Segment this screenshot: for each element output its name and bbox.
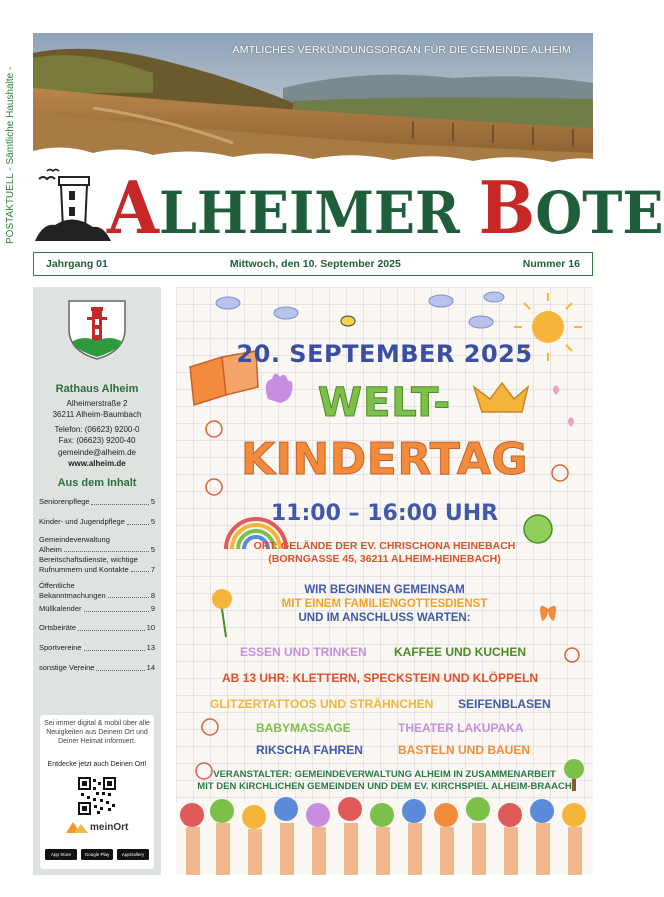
inhalt-item[interactable]: [39, 604, 155, 614]
address-line-1: Alheimerstraße 2: [66, 399, 128, 408]
leader-dots: [96, 670, 144, 671]
inhalt-item-label: Kinder- und Jugendpflege: [39, 517, 125, 526]
leader-dots: [131, 571, 149, 572]
inhalt-item-page: 14: [146, 663, 155, 672]
title-rest-1: LHEIMER: [158, 179, 479, 247]
poster-date: 20. SEPTEMBER 2025: [236, 340, 533, 368]
location-line-1: ORT: GELÄNDE DER EV. CHRISCHONA HEINEBACH: [253, 540, 516, 552]
title-cap-b: B: [478, 165, 536, 250]
inhalt-item-label-1: Bereitschaftsdienste, wichtige: [39, 555, 138, 564]
inhalt-item-label: sonstige Vereine: [39, 663, 95, 672]
leader-dots: [84, 611, 149, 612]
intro-line-1: WIR BEGINNEN GEMEINSAM: [304, 584, 465, 596]
intro-line-3: UND IM ANSCHLUSS WARTEN:: [298, 612, 471, 624]
leader-dots: [78, 630, 145, 631]
issue-date: Mittwoch, den 10. September 2025: [229, 258, 401, 270]
organizer-line-2: MIT DEN KIRCHLICHEN GEMEINDEN UND DEM EV. KIRCHSPIEL ALHEIM-BRAACH: [197, 781, 572, 792]
rathaus-address: [33, 399, 161, 420]
item-basteln: BASTELN UND BAUEN: [398, 743, 530, 757]
hands-row: [176, 797, 593, 875]
appgallery-badge[interactable]: AppGallery: [117, 849, 149, 860]
rathaus-contact: [33, 425, 161, 446]
item-glitzer: GLITZERTATTOOS UND STRÄHNCHEN: [210, 697, 434, 711]
app-store-badge[interactable]: App Store: [45, 849, 77, 860]
google-play-badge[interactable]: Google Play: [81, 849, 113, 860]
leader-dots: [84, 650, 145, 651]
promo-text: Sei immer digital & mobil über alle Neuigkeiten aus Deinem Ort und Deiner Heimat informiert.: [44, 720, 150, 745]
inhalt-item-page: 9: [150, 604, 155, 613]
inhalt-item[interactable]: [39, 555, 155, 574]
website-link[interactable]: www.alheim.de: [68, 458, 126, 468]
header-tagline: AMTLICHES VERKÜNDUNGSORGAN FÜR DIE GEMEINDE ALHEIM: [232, 44, 571, 56]
inhalt-item[interactable]: [39, 535, 155, 554]
inhalt-item[interactable]: [39, 517, 155, 527]
leader-dots: [127, 524, 149, 525]
poster-time: 11:00 – 16:00 UHR: [270, 501, 499, 526]
item-rikscha: RIKSCHA FAHREN: [256, 743, 363, 757]
fax: Fax: (06623) 9200-40: [58, 435, 136, 445]
masthead: [33, 163, 664, 250]
email-link[interactable]: gemeinde@alheim.de: [58, 448, 136, 457]
inhalt-item[interactable]: [39, 581, 155, 600]
inhalt-item-page: 10: [146, 623, 155, 632]
inhalt-item-page: 7: [150, 564, 155, 574]
inhalt-item-label: Seniorenpflege: [39, 497, 90, 506]
item-klettern: AB 13 UHR: KLETTERN, SPECKSTEIN UND KLÖPPELN: [222, 671, 539, 685]
poster-organizer: [176, 769, 593, 793]
issue-nummer: Nummer 16: [522, 258, 580, 270]
inhalt-item-label: Bekanntmachungen: [39, 590, 106, 600]
inhalt-item-page: 5: [150, 497, 155, 506]
qr-code-icon[interactable]: [78, 777, 116, 815]
inhalt-item[interactable]: [39, 497, 155, 507]
promo-cta: Entdecke jetzt auch Deinen Ort!: [47, 761, 147, 768]
item-kaffee: KAFFEE UND KUCHEN: [394, 645, 526, 659]
inhalt-item-page: 13: [146, 643, 155, 652]
sidebar: [33, 287, 161, 875]
meinort-promo: [40, 715, 154, 869]
inhalt-item-label: Alheim: [39, 544, 62, 554]
store-badges: [45, 849, 149, 860]
rathaus-web: [33, 448, 161, 469]
inhalt-item[interactable]: [39, 623, 155, 633]
inhalt-item-page: 8: [150, 590, 155, 600]
poster-intro: [176, 583, 593, 625]
weltkindertag-poster: [176, 287, 593, 875]
poster-title-welt: WELT-: [317, 380, 452, 426]
tower-logo-icon: [33, 163, 111, 243]
inhalt-item-label-1: Gemeindeverwaltung: [39, 535, 110, 544]
rathaus-title: Rathaus Alheim: [55, 383, 139, 395]
inhalt-item-label: Müllkalender: [39, 604, 82, 613]
bee-icon: [341, 316, 355, 326]
phone: Telefon: (06623) 9200-0: [54, 425, 140, 434]
item-seifenblasen: SEIFENBLASEN: [458, 697, 551, 711]
header-photo: [33, 33, 593, 168]
newspaper-title: [107, 165, 663, 250]
inhalt-item-label: Ortsbeiräte: [39, 623, 77, 632]
item-essen: ESSEN UND TRINKEN: [240, 645, 367, 659]
intro-line-2: MIT EINEM FAMILIENGOTTESDIENST: [281, 598, 488, 610]
organizer-line-1: VERANSTALTER: GEMEINDEVERWALTUNG ALHEIM IN ZUSAMMENARBEIT: [213, 769, 556, 780]
municipal-crest-icon: [67, 299, 127, 361]
inhalt-title: Aus dem Inhalt: [57, 477, 137, 489]
poster-location: [176, 540, 593, 566]
item-theater: THEATER LAKUPAKA: [398, 721, 524, 735]
side-note-wrap: [3, 32, 19, 244]
location-line-2: (BORNGASSE 45, 36211 ALHEIM-HEINEBACH): [268, 553, 501, 565]
leader-dots: [108, 597, 149, 598]
title-cap-a: A: [107, 165, 159, 250]
inhalt-item[interactable]: [39, 663, 155, 673]
meinort-name: meinOrt: [90, 822, 129, 833]
title-rest-2: OTE: [535, 179, 664, 247]
item-babymassage: BABYMASSAGE: [256, 721, 351, 735]
address-line-2: 36211 Alheim-Baumbach: [52, 409, 142, 419]
inhalt-item-page: 5: [150, 544, 155, 554]
inhalt-item[interactable]: [39, 643, 155, 653]
inhalt-item-page: 5: [150, 517, 155, 526]
inhalt-item-label: Rufnummern und Kontakte: [39, 564, 129, 574]
inhalt-item-label: Sportvereine: [39, 643, 82, 652]
issue-bar: [33, 252, 593, 276]
side-note: POSTAKTUELL - Sämtliche Haushalte -: [5, 66, 16, 244]
cloud-icon: [216, 292, 504, 328]
leader-dots: [91, 504, 148, 505]
leader-dots: [64, 551, 149, 552]
inhalt-item-label-1: Öffentliche: [39, 581, 75, 590]
poster-title-kindertag: KINDERTAG: [240, 434, 529, 485]
issue-jahrgang: Jahrgang 01: [46, 258, 108, 270]
